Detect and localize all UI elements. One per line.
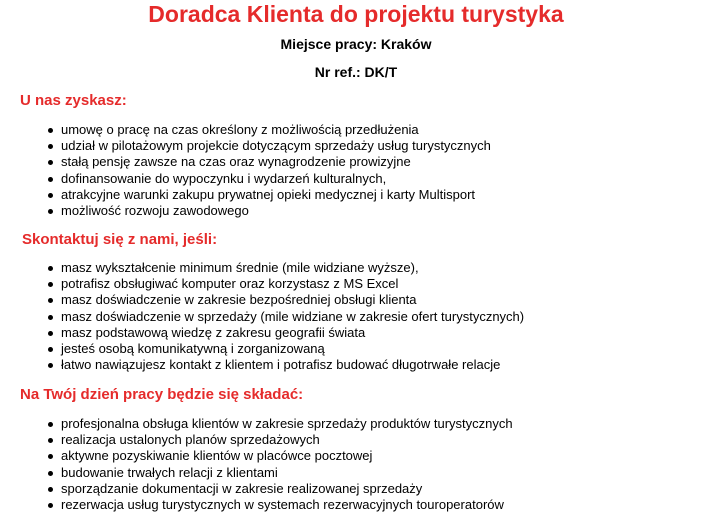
benefit-item [0, 122, 726, 138]
bullet-icon [48, 331, 53, 336]
bullet-icon [48, 438, 53, 443]
benefit-item-text: udział w pilotażowym projekcie dotyczącym sprzedaży usług turystycznych [61, 138, 491, 154]
duty-item [0, 465, 726, 481]
requirement-item-text: potrafisz obsługiwać komputer oraz korzystasz z MS Excel [61, 276, 399, 292]
benefit-item-text: stałą pensję zawsze na czas oraz wynagrodzenie prowizyjne [61, 154, 411, 170]
requirement-item-text: masz doświadczenie w zakresie bezpośredniej obsługi klienta [61, 292, 417, 308]
requirements-list [0, 260, 726, 373]
requirement-item [0, 276, 726, 292]
bullet-icon [48, 422, 53, 427]
requirement-item-text: masz doświadczenie w sprzedaży (mile widziane w zakresie ofert turystycznych) [61, 308, 525, 324]
requirements-section [0, 231, 726, 373]
benefits-section [0, 92, 726, 219]
benefits-list [0, 122, 726, 219]
benefit-item-text: umowę o pracę na czas określony z możliwością przedłużenia [61, 122, 419, 137]
bullet-icon [48, 503, 53, 508]
job-location: Miejsce pracy: Kraków [280, 36, 432, 52]
bullet-icon [48, 177, 53, 182]
benefit-item [0, 154, 726, 170]
benefit-item [0, 138, 726, 154]
benefit-item [0, 203, 726, 219]
duty-item-text: realizacja ustalonych planów sprzedażowych [61, 432, 320, 448]
bullet-icon [48, 209, 53, 214]
duty-item [0, 448, 726, 464]
duty-item [0, 432, 726, 448]
benefit-item [0, 171, 726, 187]
bullet-icon [48, 160, 53, 165]
duty-item [0, 497, 726, 513]
duty-item-text: budowanie trwałych relacji z klientami [61, 464, 278, 480]
benefits-heading: U nas zyskasz: [20, 92, 127, 109]
bullet-icon [48, 454, 53, 459]
bullet-icon [48, 282, 53, 287]
bullet-icon [48, 144, 53, 149]
requirement-item [0, 260, 726, 276]
requirement-item-text: łatwo nawiązujesz kontakt z klientem i potrafisz budować długotrwałe relacje [61, 357, 501, 373]
requirement-item [0, 357, 726, 373]
bullet-icon [48, 298, 53, 303]
benefit-item-text: dofinansowanie do wypoczynku i wydarzeń kulturalnych, [61, 170, 387, 186]
requirement-item-text: jesteś osobą komunikatywną i zorganizowaną [61, 341, 325, 357]
bullet-icon [48, 347, 53, 352]
job-reference-number: Nr ref.: DK/T [314, 64, 398, 80]
requirement-item-text: masz podstawową wiedzę z zakresu geografii świata [61, 324, 366, 340]
duties-heading: Na Twój dzień pracy będzie się składać: [20, 386, 304, 403]
duty-item-text: sporządzanie dokumentacji w zakresie realizowanej sprzedaży [61, 480, 423, 496]
duty-item [0, 481, 726, 497]
benefit-item-text: atrakcyjne warunki zakupu prywatnej opieki medycznej i karty Multisport [61, 186, 476, 202]
requirements-heading: Skontaktuj się z nami, jeśli: [22, 231, 218, 248]
duty-item-text: profesjonalna obsługa klientów w zakresie sprzedaży produktów turystycznych [61, 416, 513, 431]
bullet-icon [48, 266, 53, 271]
duties-list [0, 416, 726, 513]
bullet-icon [48, 363, 53, 368]
requirement-item [0, 309, 726, 325]
benefit-item-text: możliwość rozwoju zawodowego [61, 203, 249, 219]
bullet-icon [48, 471, 53, 476]
bullet-icon [48, 315, 53, 320]
requirement-item [0, 292, 726, 308]
duties-section [0, 386, 726, 513]
requirement-item-text: masz wykształcenie minimum średnie (mile widziane wyższe), [61, 260, 419, 275]
job-title: Doradca Klienta do projektu turystyka [148, 1, 564, 27]
requirement-item [0, 341, 726, 357]
bullet-icon [48, 193, 53, 198]
duty-item [0, 416, 726, 432]
bullet-icon [48, 487, 53, 492]
benefit-item [0, 187, 726, 203]
bullet-icon [48, 128, 53, 133]
duty-item-text: aktywne pozyskiwanie klientów w placówce pocztowej [61, 448, 373, 464]
duty-item-text: rezerwacja usług turystycznych w systemach rezerwacyjnych touroperatorów [61, 497, 504, 513]
requirement-item [0, 325, 726, 341]
